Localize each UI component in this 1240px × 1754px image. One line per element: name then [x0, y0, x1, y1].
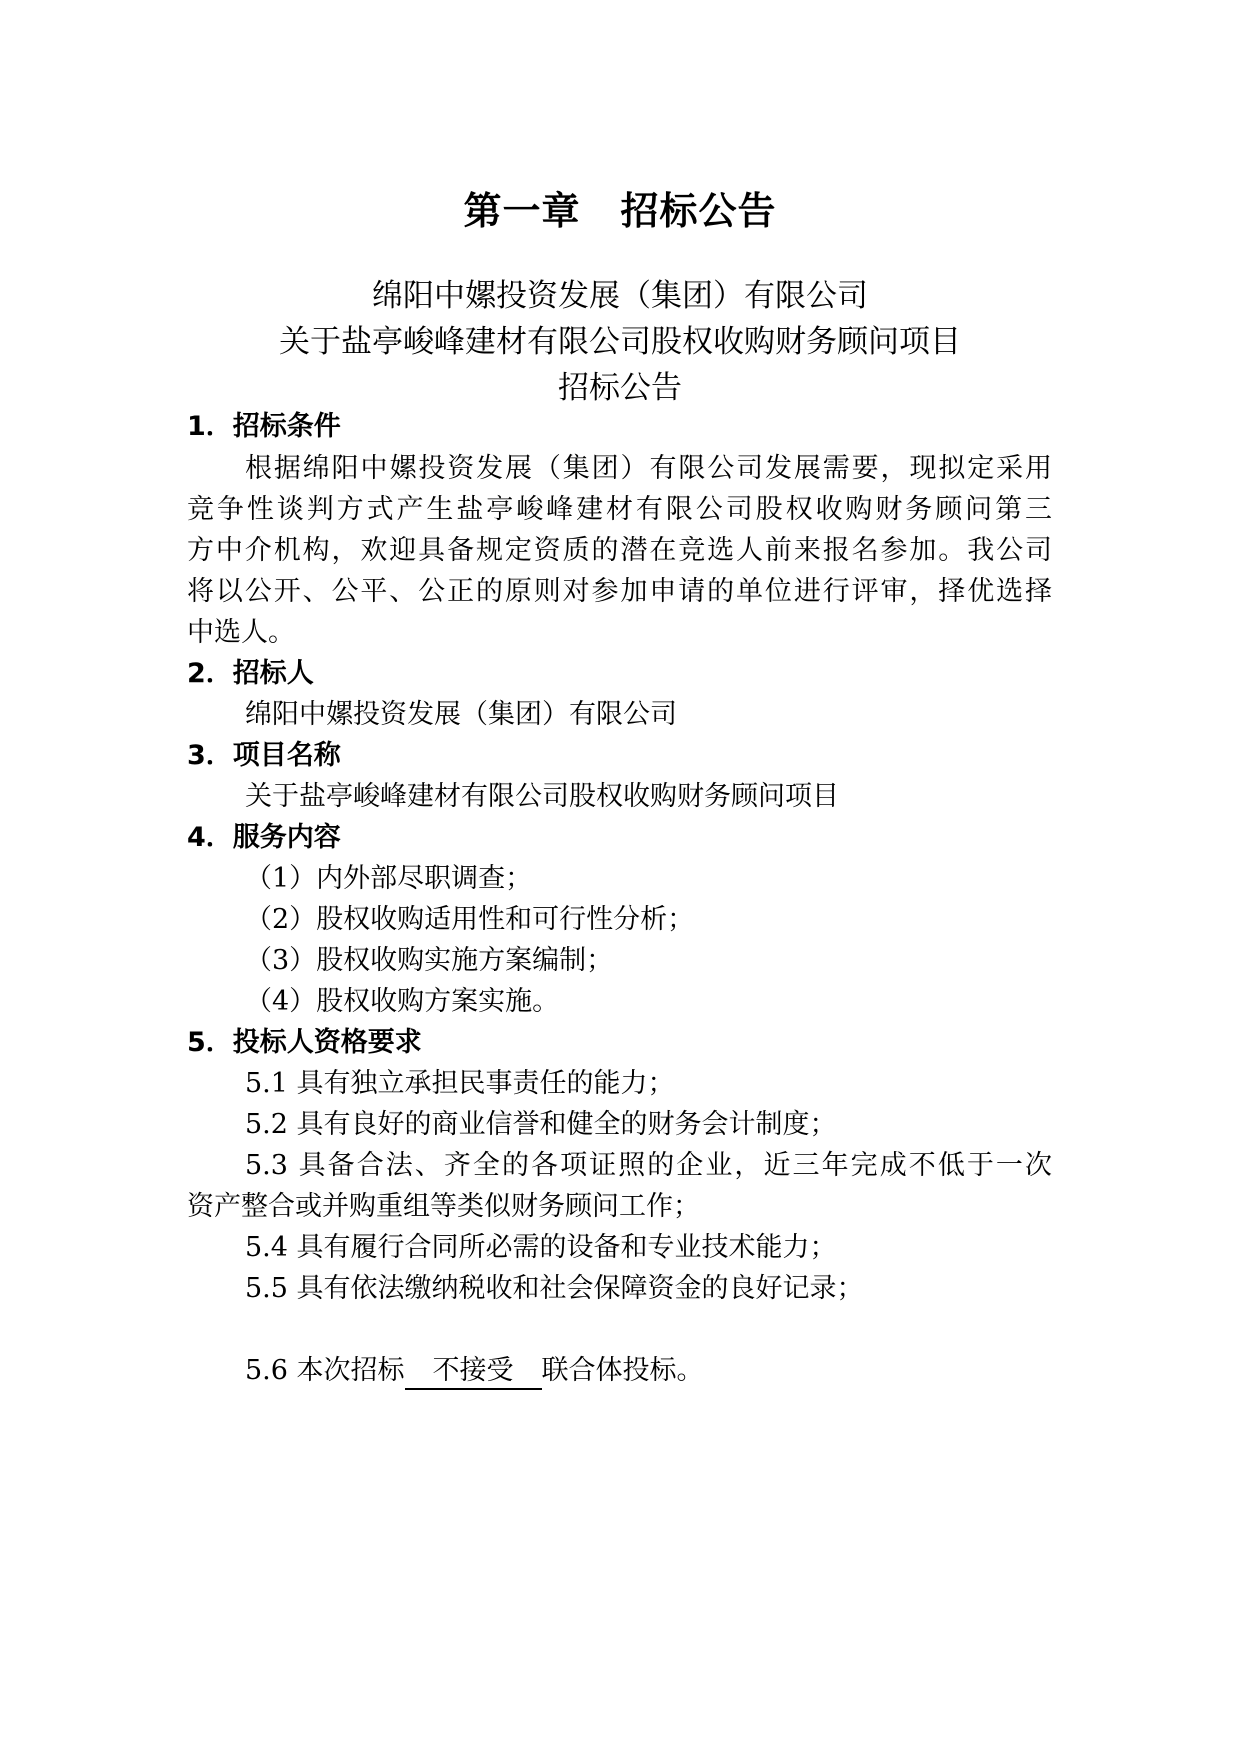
service-item: （3）股权收购实施方案编制；: [245, 945, 614, 976]
section-heading-2: 2．招标人: [187, 658, 314, 689]
notice-title-line2: 关于盐亭峻峰建材有限公司股权收购财务顾问项目: [279, 324, 961, 360]
chapter-number: 第一章: [463, 188, 581, 233]
section-heading-1: 1．招标条件: [187, 411, 341, 442]
paragraph-line: 竞争性谈判方式产生盐亭峻峰建材有限公司股权收购财务顾问第三: [187, 494, 1052, 525]
notice-title-line1: 绵阳中嫘投资发展（集团）有限公司: [372, 278, 868, 314]
chapter-title: [0, 180, 1240, 235]
notice-title-line3: 招标公告: [558, 370, 682, 406]
section-heading-3: 3．项目名称: [187, 740, 341, 771]
service-item: （4）股权收购方案实施。: [245, 986, 560, 1017]
consortium-prefix: 5.6 本次招标: [245, 1355, 405, 1386]
consortium-fill-value: 不接受: [405, 1354, 542, 1390]
requirement-item-continued: 资产整合或并购重组等类似财务顾问工作；: [187, 1191, 700, 1222]
section-heading-5: 5．投标人资格要求: [187, 1027, 422, 1058]
service-item: （2）股权收购适用性和可行性分析；: [245, 904, 695, 935]
project-name: 关于盐亭峻峰建材有限公司股权收购财务顾问项目: [245, 781, 839, 812]
section-heading-4: 4．服务内容: [187, 822, 341, 853]
paragraph-line: 将以公开、公平、公正的原则对参加申请的单位进行评审，择优选择: [187, 576, 1052, 607]
chapter-name: 招标公告: [620, 188, 777, 233]
requirement-item: 5.4 具有履行合同所必需的设备和专业技术能力；: [245, 1232, 837, 1263]
paragraph-line: 中选人。: [187, 617, 295, 648]
requirement-item: 5.1 具有独立承担民事责任的能力；: [245, 1068, 675, 1099]
consortium-suffix: 联合体投标。: [541, 1355, 704, 1386]
requirement-item: 5.5 具有依法缴纳税收和社会保障资金的良好记录；: [245, 1273, 864, 1304]
requirement-item: 5.2 具有良好的商业信誉和健全的财务会计制度；: [245, 1109, 837, 1140]
requirement-item-consortium: [245, 1348, 704, 1394]
tenderer-name: 绵阳中嫘投资发展（集团）有限公司: [245, 699, 677, 730]
paragraph-line: 方中介机构，欢迎具备规定资质的潜在竞选人前来报名参加。我公司: [187, 535, 1052, 566]
requirement-item: 5.3 具备合法、齐全的各项证照的企业，近三年完成不低于一次: [245, 1150, 1052, 1181]
paragraph-line: 根据绵阳中嫘投资发展（集团）有限公司发展需要，现拟定采用: [245, 453, 1052, 484]
service-item: （1）内外部尽职调查；: [245, 863, 533, 894]
